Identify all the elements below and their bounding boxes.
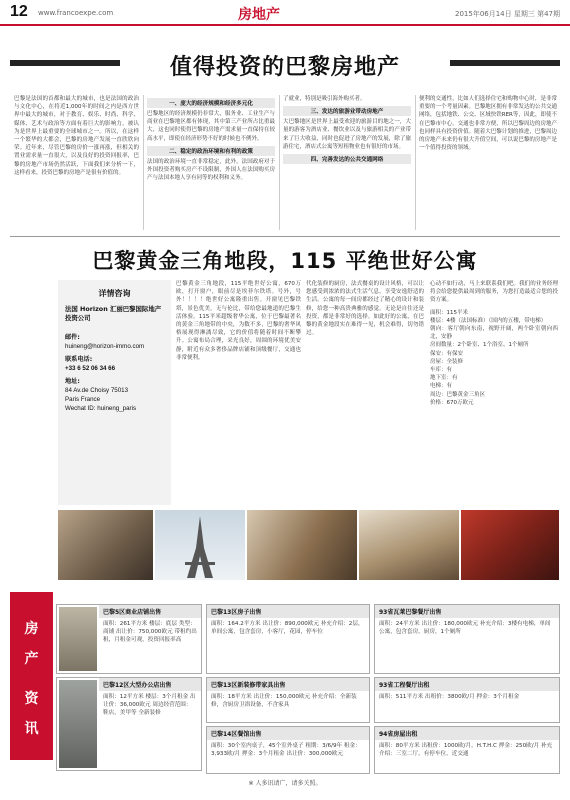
property-news-sidebar: [10, 592, 53, 760]
spec-item: 面积：115平米: [430, 309, 468, 316]
listing-title: 93省工程餐厅出租: [375, 678, 559, 691]
listing-title: 巴黎12区大型办公店出售: [99, 678, 201, 691]
article1-col2: [147, 95, 275, 230]
issue-date: 2015年06月14日 星期三 第47期: [455, 10, 560, 18]
photo-living-room: [58, 510, 153, 580]
article2-col1-text: 巴黎黄金三角地段，115平绝世好公寓，670万欧，打开窗户，眼前尽是埃菲尔铁塔。号外，号外！！！！绝世好公寓隆重出售。开窗见巴黎铁塔，景色优美，无与伦比，带给您最地道的巴黎生活体验。115平米超级奢华公寓，位于巴黎最著名的黄金三角地带的中央，为数不多，巴黎的奢华风格展现得淋漓尽致，它的价值将随着时间不断攀升。公寓布局合理，采光良好，周围的环境优美安静，附近有众多奢侈品牌店铺和顶级餐厅，交通也非常便利。: [176, 281, 301, 361]
listing-body: 面积：18平方米 出让价：150,000欧元 补充介绍：全新装修，含厨房卫浴设备，不含家具: [211, 694, 357, 708]
article2-col2-text: 代化装修的厨房，法式餐桌的设计风格，可以让您感受到浓浓的法式生活气息，享受安逸舒适的生活。公寓的每一间房都经过了精心的设计和装修，给您一种高贵典雅的感觉。无论是自住还是投资，都是非常好的选择。如此好的公寓，在巴黎的黄金地段实在难得一见，机会难得，切勿错过。: [306, 281, 424, 337]
article1-subhead-4: 四、完善发达的公共交通网络: [283, 154, 411, 164]
article1-col3: [283, 95, 411, 230]
spec-item: 车库：有: [430, 367, 453, 374]
section-title: 房地产: [238, 7, 280, 23]
article1-subhead-2: 二、稳定的政治环境和有利的政策: [147, 146, 275, 156]
spec-item: 保安：有保安: [430, 350, 464, 357]
spec-item: 周边：巴黎黄金三角区: [430, 391, 486, 398]
site-url[interactable]: www.francoexpe.com: [38, 9, 114, 17]
listing-body: 面积：511平方米 出租价：3800欧/月 押金：3个月租金: [379, 694, 520, 700]
page-header: [0, 0, 570, 26]
listing-card[interactable]: [206, 677, 370, 723]
spec-list: [430, 309, 558, 407]
article1-subhead-3: 三、发达的旅游业带动房地产: [283, 106, 411, 116]
article1-col3b-text: 大巴黎地区是世界上最受欢迎的旅游目的地之一，大量的游客为酒店业、餐饮业以及与旅游相关的产业带来了巨大收益，同时也促进了房地产的发展，除了旅游住宅，酒店式公寓等短租物业也有很好的市场。: [283, 119, 411, 150]
listing-card[interactable]: [374, 677, 560, 723]
listing-body: 面积：12平方米 楼层：3个月租金 出让价：36,000欧元 周边经营范围：鞋店，美甲等 全新装修: [103, 694, 196, 716]
photo-bedroom: [359, 510, 459, 580]
article2-col3-text: 心动不如行动，马上来联系我们吧。我们的业务经理将会给您提供最周到的服务，为您打造最适合您的投资方案。: [430, 281, 558, 304]
eiffel-tower-icon: [155, 510, 245, 580]
listing-body: 面积：24平方米 出让价：180,000欧元 补充介绍：3楼有电梯，单间公寓，包含套房，厨房，1个厕所: [379, 621, 551, 635]
spec-item: 电梯：有: [430, 383, 453, 390]
listing-card[interactable]: [56, 677, 202, 771]
contact-phone[interactable]: +33 6 52 06 34 66: [65, 365, 116, 372]
listing-body: 面积：261平方米 楼层：底层 类型：商铺 出让价：750,000欧元 带租约出租，月租金可观，投资回报率高: [103, 621, 197, 643]
sidebar-char-4: 讯: [24, 721, 39, 737]
email-label: 邮件:: [65, 334, 80, 341]
listing-body: 面积：80平方米 出租价：1000欧/月，H.T.H.C 押金：250欧/月 补充介绍：三室二厅，有停车位，近交通: [379, 743, 553, 757]
spec-item: 地下室：有: [430, 375, 458, 382]
listing-card[interactable]: [206, 726, 370, 774]
spec-item: 房间数量：2个卧室、1个浴室、1个厕所: [430, 342, 529, 349]
listing-title: 93省瓦莱巴黎餐厅出售: [375, 605, 559, 618]
page-footer: ※ 人多讯请广，请多关照。: [248, 780, 322, 787]
article1-col2-text: 巴黎地区的经济规模仍非常大，服务业、工业生产与商业在巴黎地区都有体现，其中第三产业所占比重最大，这也同时使得巴黎的房地产需求量一直保持在较高水平，即使在经济形势不好的时候也不例外。: [147, 111, 275, 142]
article1-col1: [14, 95, 139, 230]
photo-kitchen: [461, 510, 559, 580]
listing-title: 巴黎13区房子出售: [207, 605, 369, 618]
contact-title: 详情咨询: [98, 289, 131, 298]
listing-title: 巴黎13区新装修带家具出售: [207, 678, 369, 691]
contact-wechat[interactable]: Wechat ID: huineng_paris: [65, 405, 137, 412]
article1-headline: 值得投资的巴黎房地产: [169, 55, 400, 80]
listing-card[interactable]: [206, 604, 370, 674]
contact-email[interactable]: huineng@horizon-immo.com: [65, 343, 145, 350]
article2-col2: [306, 280, 424, 505]
listing-photo: [59, 607, 97, 671]
spec-item: 价格：670万欧元: [430, 399, 474, 406]
contact-box: [58, 280, 171, 505]
listing-card[interactable]: [374, 726, 560, 774]
spec-item: 房屋：全装修: [430, 358, 464, 365]
listing-title: 巴黎5区商业店铺出售: [99, 605, 201, 618]
article1-col3-text: 了就业，特别是吸引海外购买者。: [283, 96, 366, 102]
sidebar-char-2: 产: [24, 651, 39, 667]
section-divider: [10, 236, 560, 237]
listing-photo: [59, 680, 97, 768]
article1-col4: [419, 95, 557, 230]
article2-col1: [176, 280, 301, 505]
phone-label: 联系电话:: [65, 356, 93, 363]
address-label: 地址:: [65, 378, 80, 385]
column-divider: [415, 95, 416, 230]
listing-card[interactable]: [56, 604, 202, 674]
sidebar-char-1: 房: [24, 621, 39, 637]
sidebar-char-3: 资: [24, 691, 39, 707]
photo-dining-room: [247, 510, 357, 580]
page-number: 12: [10, 3, 28, 20]
article1-col2b-text: 法国的政治环境一直非常稳定，此外，法国政府对于外国投资者购买房产不设限制，外国人在法国购买房产与法国本地人享有同等的权利和义务。: [147, 158, 275, 182]
spec-item: 楼层：4楼（法国标准）（国内的五楼，带电梯）: [430, 317, 547, 324]
spec-item: 朝向：客厅朝向东南，视野开阔，两个卧室朝向西北，安静: [430, 326, 558, 341]
column-divider: [279, 95, 280, 230]
listing-title: 巴黎14区餐馆出售: [207, 727, 369, 740]
listing-body: 面积：30个室内桌子，45个室外桌子 租期：3/6/9年 租金：3,933欧/月 押金：3个月租金 出让价：300,000欧元: [211, 743, 361, 757]
column-divider: [143, 95, 144, 230]
contact-company: 法国 Horizon 汇丽巴黎国际地产投资公司: [65, 305, 162, 322]
contact-address-1: 84 Av.de Choisy 75013: [65, 387, 129, 394]
article1-col1-text: 巴黎是法国的首都和最大的城市，也是法国的政治与文化中心，在将近1,000年的时间之内是西方世界中最大的城市，对于教育、娱乐、时尚、科学、媒体、艺术与政治等方面有着巨大的影响力，被认为是世界上最重要的全球城市之一。所以，在这样一个繁华的大都会，巴黎的房地产发展一直欣欣向荣。近年来，尽管巴黎的房价一涨再涨，但相关的置业需求量一直很大，以及良好的投资回报率，巴黎的房地产市场仍然活跃，下面我们来分析一下，这样看来，投资巴黎的房地产是很有价值的。: [14, 96, 139, 176]
article2-headline: 巴黎黄金三角地段，115 平绝世好公寓: [92, 249, 478, 273]
listing-title: 94省房屋出租: [375, 727, 559, 740]
article2-col3: [430, 280, 558, 505]
article1-subhead-1: 一、庞大的经济规模和经济多元化: [147, 98, 275, 108]
listing-body: 面积：164.2平方米 出让价：890,000欧元 补充介绍：2层，单间公寓，包含套房，小客厅，花园，停车位: [211, 621, 364, 635]
listing-card[interactable]: [374, 604, 560, 674]
article1-col4-text: 便利的交通性，比如人们选择住宅和购物中心时，是非常重要的一个考量因素。巴黎地区拥有非常发达的公共交通网络，包括地铁、公交、区域快铁RER等，因此，即使不在巴黎市中心，交通也非常方便，所以巴黎周边的房地产也同样具有投资价值。随着大巴黎计划的推进，巴黎周边的房地产未来仍有很大升值空间，可以说巴黎的房地产是一个值得投资的领域。: [419, 96, 557, 152]
contact-address-2: Paris France: [65, 396, 101, 403]
photo-eiffel-tower: [155, 510, 245, 580]
